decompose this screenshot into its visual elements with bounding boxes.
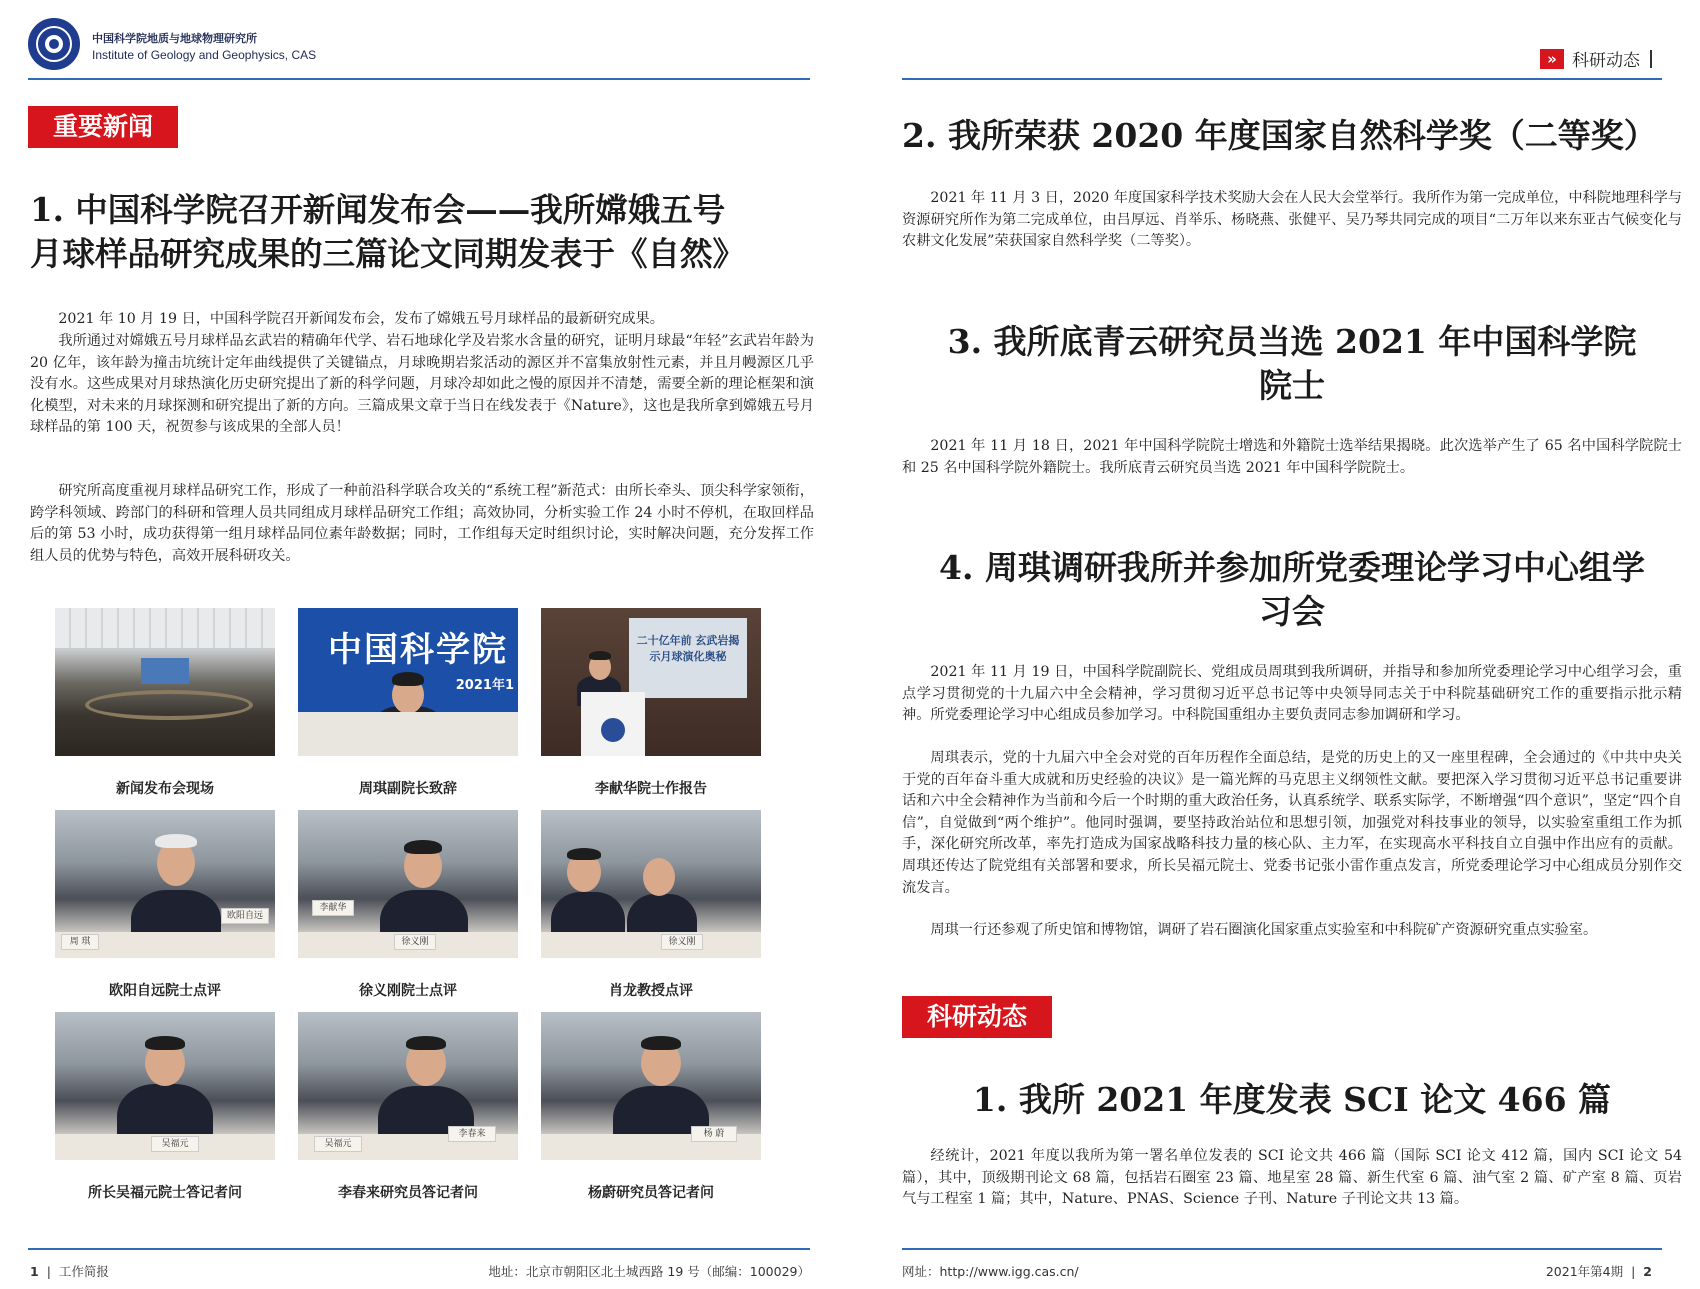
- caption-photo-1: 新闻发布会现场: [116, 781, 214, 797]
- caption-photo-3: 李献华院士作报告: [595, 781, 707, 797]
- caption-photo-4: 欧阳自远院士点评: [109, 983, 221, 999]
- name-card: 周 琪: [61, 934, 99, 950]
- name-card: 李春来: [448, 1126, 496, 1142]
- photo-wu-fuyuan: [55, 1012, 275, 1160]
- footer-website: 网址：http://www.igg.cas.cn/: [902, 1264, 1079, 1279]
- photo-li-chunlai: [298, 1012, 518, 1160]
- news3-paragraph: 2021 年 11 月 18 日，2021 年中国科学院院士增选和外籍院士选举结果揭晓。此次选举产生了 65 名中国科学院院士和 25 名中国科学院外籍院士。我所底青云研究员当选 2021 年中国科学院院士。: [902, 438, 1682, 476]
- news1-paragraph-1: 2021 年 10 月 19 日，中国科学院召开新闻发布会，发布了嫦娥五号月球样品的最新研究成果。: [58, 311, 664, 327]
- footer-right: 2021年第4期 | 2: [1545, 1264, 1652, 1279]
- section-header: [1540, 46, 1652, 71]
- section-header-label: 科研动态: [1572, 51, 1640, 71]
- name-card: 杨 蔚: [691, 1126, 737, 1142]
- issue-label: 2021年第4期: [1545, 1264, 1624, 1279]
- header-rule: [902, 78, 1662, 80]
- publication-name: 工作简报: [58, 1264, 109, 1279]
- photo-xu-yigang: [298, 810, 518, 958]
- section-tag-important-news: 重要新闻: [28, 106, 178, 148]
- news4-title: 4. 周琪调研我所并参加所党委理论学习中心组学 习会: [939, 548, 1645, 631]
- news1-title-line1: 1. 中国科学院召开新闻发布会——我所嫦娥五号: [30, 190, 726, 229]
- page-number: 1: [30, 1264, 39, 1279]
- footer-address: 地址：北京市朝阳区北土城西路 19 号（邮编：100029）: [488, 1264, 810, 1279]
- name-card: 李献华: [312, 900, 354, 916]
- name-card: 徐义刚: [661, 934, 703, 950]
- caption-photo-7: 所长吴福元院士答记者问: [88, 1185, 242, 1201]
- caption-photo-5: 徐义刚院士点评: [359, 983, 457, 999]
- board-year: 2021年1: [455, 678, 514, 693]
- news2-title: 2. 我所荣获 2020 年度国家自然科学奖（二等奖）: [902, 116, 1657, 155]
- double-chevron-icon: »: [1540, 49, 1564, 69]
- news4-paragraph-1: 2021 年 11 月 19 日，中国科学院副院长、党组成员周琪到我所调研，并指导和参加所党委理论学习中心组学习会，重点学习贯彻党的十九届六中全会精神，学习贯彻习近平总书记等中央领导同志关于中科院基础研究工作的重要指示批示精神。所党委理论学习中心组成员参加学习。中科院国重组办主要负责同志参加调研和学习。: [902, 664, 1682, 724]
- caption-photo-9: 杨蔚研究员答记者问: [588, 1185, 714, 1201]
- photo-li-xianhua-report: [541, 608, 761, 756]
- news1-title-line2: 月球样品研究成果的三篇论文同期发表于《自然》: [30, 234, 746, 273]
- sci-paragraph: 经统计，2021 年度以我所为第一署名单位发表的 SCI 论文共 466 篇（国际 SCI 论文 412 篇，国内 SCI 论文 54 篇），其中，顶级期刊论文 68 篇，包括岩石圈室 23 篇、地星室 28 篇、新生代室 6 篇、油气室 2 篇、矿产室 8 篇、页岩气与工程室 1 篇；其中，Nature、PNAS、Science 子刊、Nature 子刊论文共 13 篇。: [902, 1148, 1682, 1208]
- sci-title: 1. 我所 2021 年度发表 SCI 论文 466 篇: [972, 1080, 1612, 1119]
- photo-ouyang-ziyuan: [55, 810, 275, 958]
- name-card: 欧阳自远: [221, 908, 269, 924]
- caption-photo-6: 肖龙教授点评: [609, 983, 693, 999]
- news4-paragraph-2: 周琪表示，党的十九届六中全会对党的百年历程作全面总结，是党的历史上的又一座里程碑，全会通过的《中共中央关于党的百年奋斗重大成就和历史经验的决议》是一篇光辉的马克思主义纲领性文献。要把深入学习贯彻习近平总书记重要讲话和六中全会精神作为当前和今后一个时期的重大政治任务，认真系统学、联系实际学，不断增强“四个意识”，坚定“四个自信”，自觉做到“两个维护”。他同时强调，要坚持政治站位和思想引领，加强党对科技事业的领导，以实验室重组工作为抓手，深化研究所改革，率先打造成为国家战略科技力量的核心队、主力军，在实现高水平科技自立自强中作出应有的贡献。周琪还传达了院党组有关部署和要求，所长吴福元院士、党委书记张小雷作重点发言，所党委理论学习中心组成员分别作交流发言。: [902, 750, 1682, 896]
- name-card: 徐义刚: [394, 934, 436, 950]
- board-text: 中国科学院: [328, 630, 508, 670]
- caption-photo-8: 李春来研究员答记者问: [338, 1185, 478, 1201]
- footer-left: 1 | 工作简报: [30, 1264, 109, 1279]
- photo-press-conference: [55, 608, 275, 756]
- photo-xiao-long: [541, 810, 761, 958]
- photo-zhou-qi-speech: [298, 608, 518, 756]
- news4-paragraph-3: 周琪一行还参观了所史馆和博物馆，调研了岩石圈演化国家重点实验室和中科院矿产资源研究重点实验室。: [930, 922, 1598, 938]
- news1-title: [30, 188, 820, 276]
- footer-rule: [28, 1248, 810, 1250]
- footer-rule: [902, 1248, 1662, 1250]
- org-name-cn: 中国科学院地质与地球物理研究所: [92, 32, 257, 45]
- news1-paragraph-2: 我所通过对嫦娥五号月球样品玄武岩的精确年代学、岩石地球化学及岩浆水含量的研究，证明月球最“年轻”玄武岩年龄为 20 亿年，该年龄为撞击坑统计定年曲线提供了关键锚点，月球晚期岩浆活动的源区并不富集放射性元素，并且月幔源区几乎没有水。这些成果对月球热演化历史研究提出了新的科学问题，月球冷却如此之慢的原因并不清楚，需要全新的理论框架和演化模型，对未来的月球探测和研究提出了新的方向。三篇成果文章于当日在线发表于《Nature》，这也是我所拿到嫦娥五号月球样品的第 100 天，祝贺参与该成果的全部人员！: [30, 333, 814, 436]
- name-card: 吴福元: [314, 1136, 362, 1152]
- caption-photo-2: 周琪副院长致辞: [359, 781, 457, 797]
- header-rule: [28, 78, 810, 80]
- photo-yang-wei: [541, 1012, 761, 1160]
- name-card: 吴福元: [151, 1136, 199, 1152]
- page-number: 2: [1643, 1264, 1652, 1279]
- news1-paragraph-3: 研究所高度重视月球样品研究工作，形成了一种前沿科学联合攻关的“系统工程”新范式：由所长牵头、顶尖科学家领衔，跨学科领域、跨部门的科研和管理人员共同组成月球样品研究工作组；高效协同，分析实验工作 24 小时不停机，在取回样品后的第 53 小时，成功获得第一组月球样品同位素年龄数据；同时，工作组每天定时组织讨论，实时解决问题，充分发挥工作组人员的优势与特色，高效开展科研攻关。: [30, 483, 814, 564]
- section-tag-research-news: 科研动态: [902, 996, 1052, 1038]
- news2-paragraph: 2021 年 11 月 3 日，2020 年度国家科学技术奖励大会在人民大会堂举行。我所作为第一完成单位，中科院地理科学与资源研究所作为第二完成单位，由吕厚远、肖举乐、杨晓燕、张健平、吴乃琴共同完成的项目“二万年以来东亚古气候变化与农耕文化发展”荣获国家自然科学奖（二等奖）。: [902, 190, 1682, 250]
- right-page: [850, 0, 1700, 1289]
- slide-title: 二十亿年前 玄武岩揭示月球演化奥秘: [636, 634, 740, 663]
- org-name-en: Institute of Geology and Geophysics, CAS: [92, 48, 317, 62]
- news3-title: 3. 我所底青云研究员当选 2021 年中国科学院 院士: [947, 322, 1637, 405]
- institute-logo-icon: [28, 18, 80, 70]
